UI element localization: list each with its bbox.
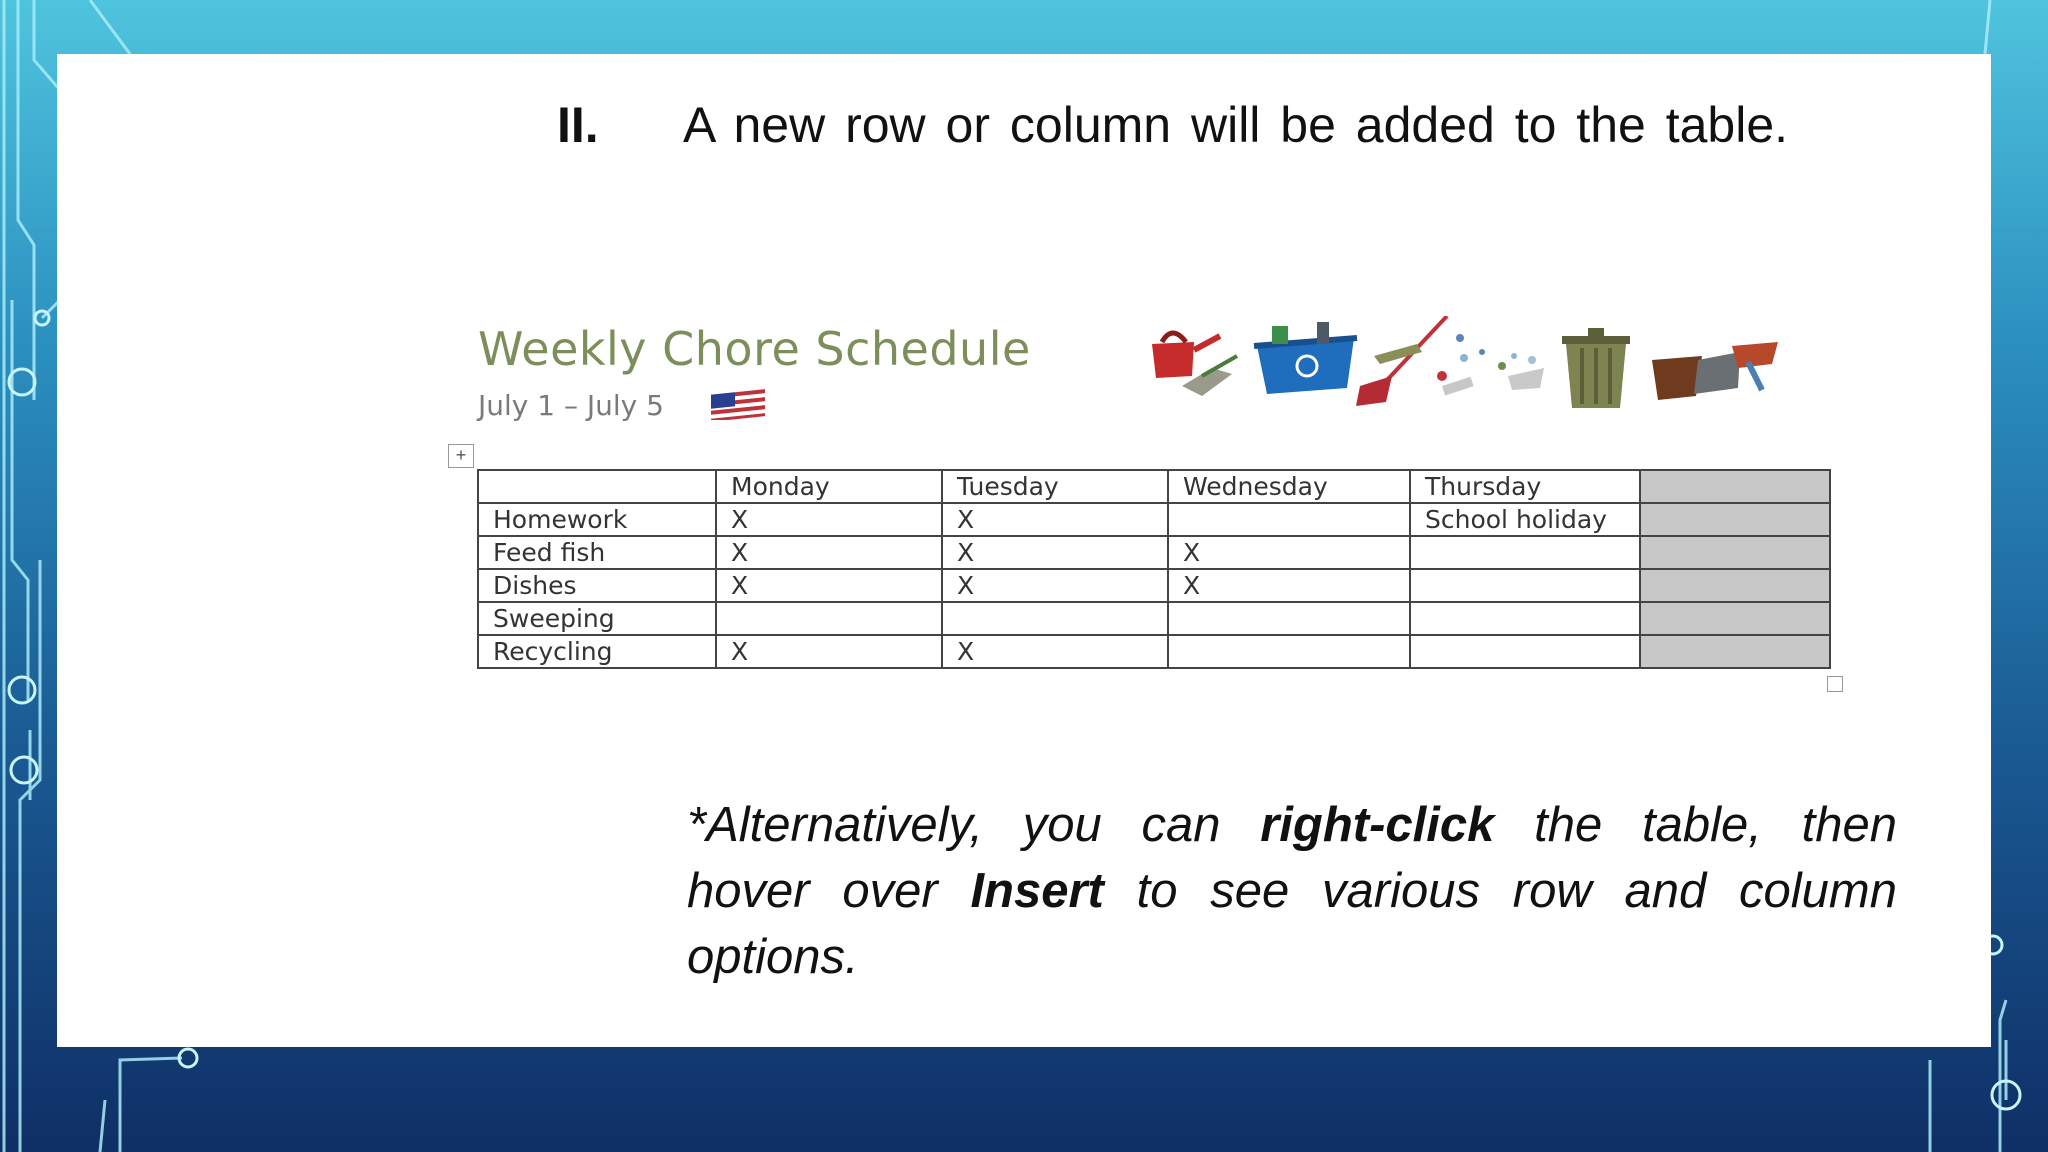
table-row <box>478 536 1830 569</box>
new-column-cell[interactable] <box>1640 602 1830 635</box>
schedule-title: Weekly Chore Schedule <box>478 322 1031 376</box>
table-cell[interactable]: Thursday <box>1410 470 1640 503</box>
table-row <box>478 602 1830 635</box>
new-column-cell[interactable] <box>1640 635 1830 668</box>
table-cell[interactable]: X <box>942 536 1168 569</box>
recycling-bin-icon <box>1254 322 1357 394</box>
chore-illustrations <box>1142 316 1882 436</box>
dustpan-icon <box>1652 342 1778 400</box>
alternative-note <box>687 792 1897 990</box>
table-cell[interactable] <box>1410 536 1640 569</box>
watering-can-icon <box>1152 333 1237 396</box>
table-cell[interactable]: Recycling <box>478 635 716 668</box>
new-column-cell[interactable] <box>1640 569 1830 602</box>
table-cell[interactable]: X <box>716 569 942 602</box>
table-cell[interactable]: X <box>942 569 1168 602</box>
note-emphasis-right-click: right-click <box>1260 798 1495 852</box>
slide-content <box>57 54 1991 1047</box>
table-cell[interactable]: X <box>716 536 942 569</box>
table-cell[interactable]: Sweeping <box>478 602 716 635</box>
new-column-cell[interactable] <box>1640 470 1830 503</box>
table-cell[interactable] <box>1410 602 1640 635</box>
table-cell[interactable] <box>1168 635 1410 668</box>
table-cell[interactable]: Homework <box>478 503 716 536</box>
us-flag-icon <box>709 388 767 420</box>
table-cell[interactable]: Wednesday <box>1168 470 1410 503</box>
table-cell[interactable]: X <box>942 635 1168 668</box>
table-cell[interactable]: Monday <box>716 470 942 503</box>
heading-text: A new row or column will be added to the table. <box>683 97 1789 153</box>
table-cell[interactable]: School holiday <box>1410 503 1640 536</box>
table-cell[interactable] <box>478 470 716 503</box>
table-cell[interactable]: X <box>716 503 942 536</box>
table-cell[interactable] <box>1168 503 1410 536</box>
table-row <box>478 503 1830 536</box>
new-column-cell[interactable] <box>1640 503 1830 536</box>
note-text: to see various row and column options. <box>687 864 1897 984</box>
scattered-items-icon <box>1498 353 1544 390</box>
table-cell[interactable]: Tuesday <box>942 470 1168 503</box>
table-cell[interactable]: Dishes <box>478 569 716 602</box>
table-cell[interactable]: Feed fish <box>478 536 716 569</box>
chore-table <box>477 469 1831 669</box>
table-cell[interactable]: X <box>1168 536 1410 569</box>
table-cell[interactable] <box>1168 602 1410 635</box>
table-cell[interactable]: X <box>942 503 1168 536</box>
table-move-handle-icon[interactable]: + <box>448 444 474 468</box>
table-cell[interactable]: X <box>716 635 942 668</box>
table-row <box>478 635 1830 668</box>
table-cell[interactable]: X <box>1168 569 1410 602</box>
table-cell[interactable] <box>942 602 1168 635</box>
heading-number: II. <box>557 97 599 153</box>
table-cell[interactable] <box>1410 635 1640 668</box>
table-cell[interactable] <box>1410 569 1640 602</box>
note-text: the table, then hover over <box>687 798 1897 918</box>
table-header-row <box>478 470 1830 503</box>
note-text: *Alternatively, you can <box>687 798 1261 852</box>
table-cell[interactable] <box>716 602 942 635</box>
note-emphasis-insert: Insert <box>970 864 1104 918</box>
table-resize-handle[interactable] <box>1827 676 1843 692</box>
trash-can-icon <box>1562 328 1630 408</box>
schedule-dates: July 1 – July 5 <box>478 389 664 422</box>
broom-icon <box>1356 316 1485 406</box>
table-row <box>478 569 1830 602</box>
new-column-cell[interactable] <box>1640 536 1830 569</box>
